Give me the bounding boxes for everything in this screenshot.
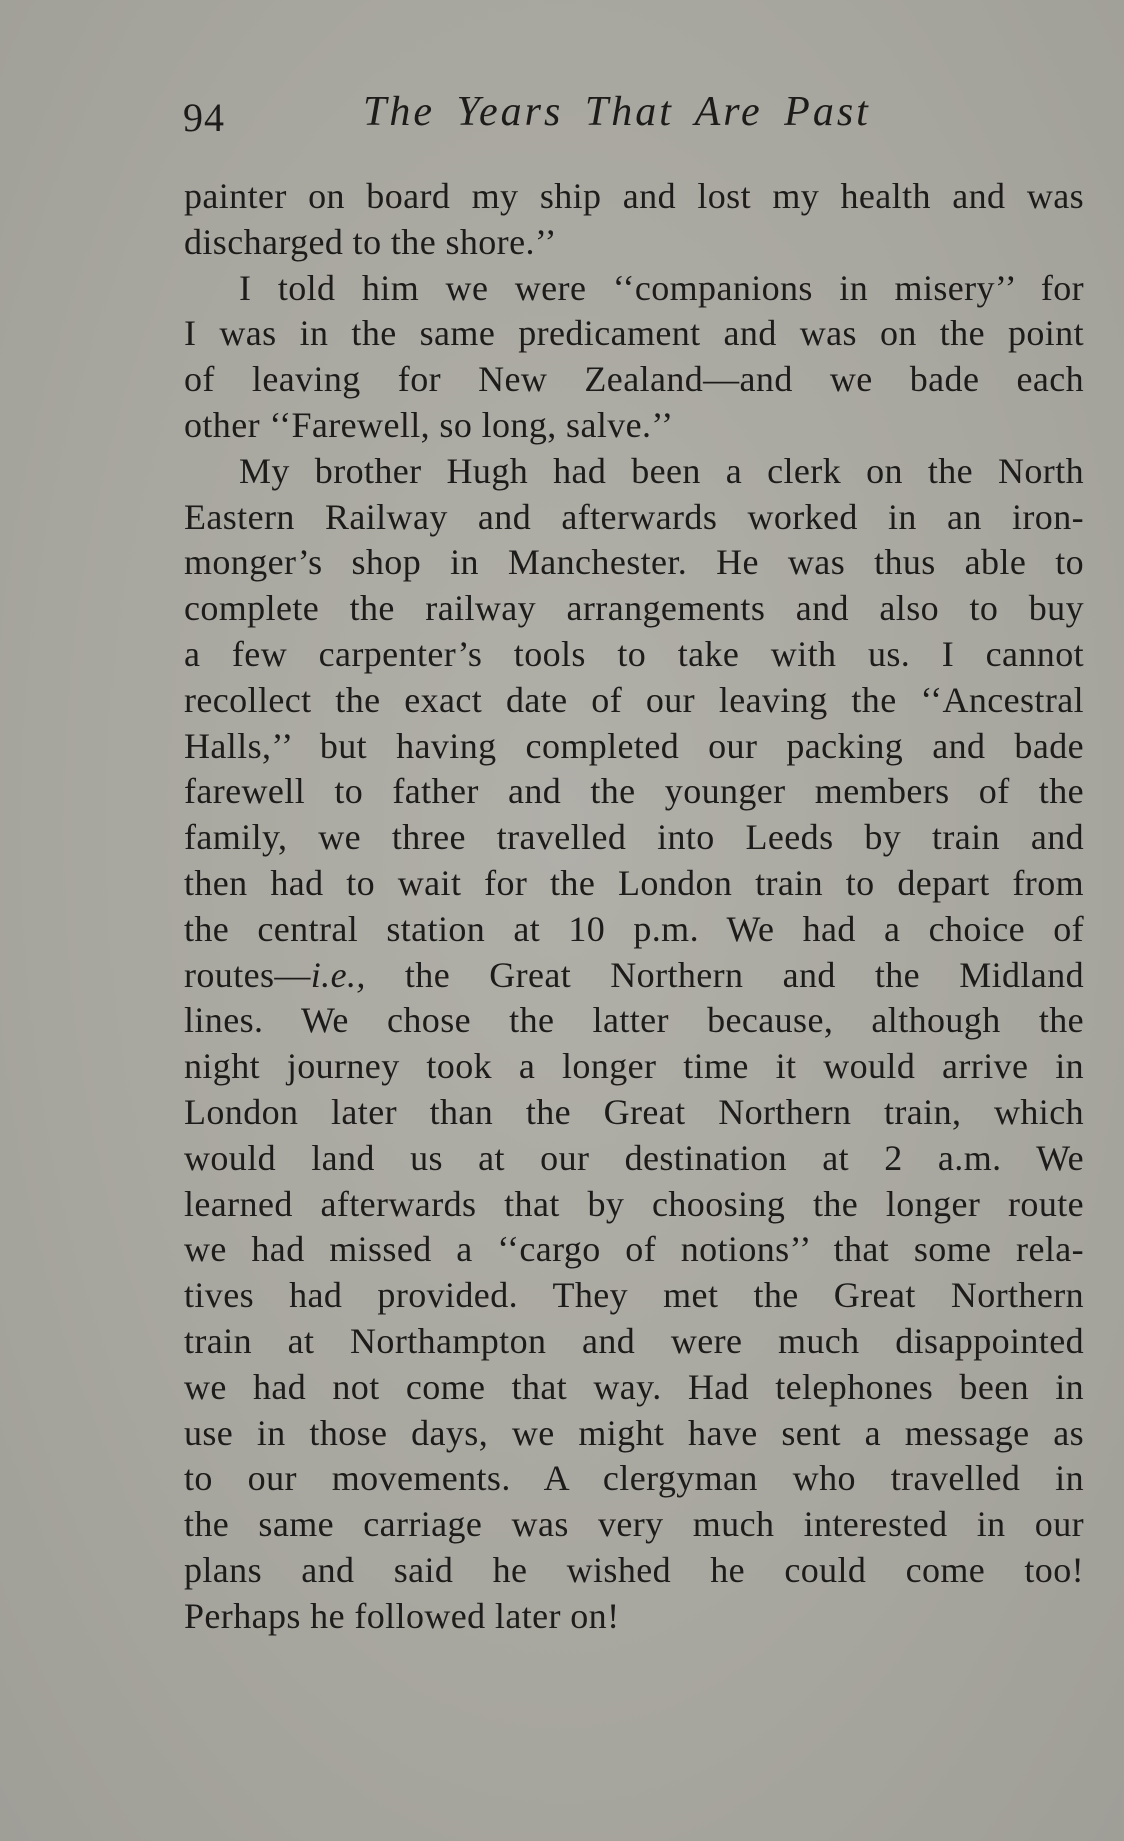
text-line: I told him we were ‘‘companions in misery’’ for <box>239 267 1084 308</box>
text-line: farewell to father and the younger members of the <box>184 771 1084 812</box>
text-line: recollect the exact date of our leaving the ‘‘Ancestral <box>184 679 1084 720</box>
text-line: Perhaps he followed later on! <box>184 1595 620 1636</box>
text-line: lines. We chose the latter because, although the <box>184 1000 1084 1041</box>
page-number: 94 <box>183 95 225 140</box>
text-line: painter on board my ship and lost my health and was <box>184 176 1084 216</box>
text-line: we had not come that way. Had telephones been in <box>184 1366 1084 1407</box>
text-line: the same carriage was very much interested in our <box>184 1504 1084 1545</box>
text-line: Halls,’’ but having completed our packing and bade <box>184 725 1084 766</box>
text-line: learned afterwards that by choosing the longer route <box>184 1183 1084 1224</box>
text-line: would land us at our destination at 2 a.m. We <box>184 1137 1084 1178</box>
text-line: plans and said he wished he could come too! <box>184 1549 1084 1590</box>
text-line: Eastern Railway and afterwards worked in an iron- <box>184 496 1084 537</box>
text-line: use in those days, we might have sent a message as <box>184 1412 1084 1453</box>
text-line: tives had provided. They met the Great Northern <box>184 1275 1084 1316</box>
text-line: then had to wait for the London train to depart from <box>184 862 1084 903</box>
text-line: other ‘‘Farewell, so long, salve.’’ <box>184 404 674 445</box>
body-text <box>184 174 1084 1640</box>
text-line: to our movements. A clergyman who travelled in <box>184 1458 1084 1499</box>
running-title: The Years That Are Past <box>363 89 871 135</box>
text-line: family, we three travelled into Leeds by train and <box>184 817 1084 858</box>
text-line: the central station at 10 p.m. We had a choice of <box>184 908 1084 949</box>
text-line: discharged to the shore.’’ <box>184 221 557 262</box>
text-line: we had missed a ‘‘cargo of notions’’ that some rela- <box>184 1229 1084 1270</box>
page-header <box>183 88 903 148</box>
text-line: a few carpenter’s tools to take with us. I cannot <box>184 633 1084 674</box>
text-line: complete the railway arrangements and also to buy <box>184 588 1084 629</box>
text-line: London later than the Great Northern train, which <box>184 1091 1084 1132</box>
text-line: of leaving for New Zealand—and we bade each <box>184 359 1084 400</box>
italic-abbreviation: i.e., <box>310 954 366 995</box>
text-line: I was in the same predicament and was on the point <box>184 313 1084 354</box>
text-line: monger’s shop in Manchester. He was thus able to <box>184 542 1084 583</box>
text-line: My brother Hugh had been a clerk on the North <box>239 450 1084 491</box>
text-line: routes—i.e., the Great Northern and the Midland <box>184 954 1084 995</box>
text-line: night journey took a longer time it would arrive in <box>184 1046 1084 1087</box>
text-line: train at Northampton and were much disappointed <box>184 1320 1084 1361</box>
